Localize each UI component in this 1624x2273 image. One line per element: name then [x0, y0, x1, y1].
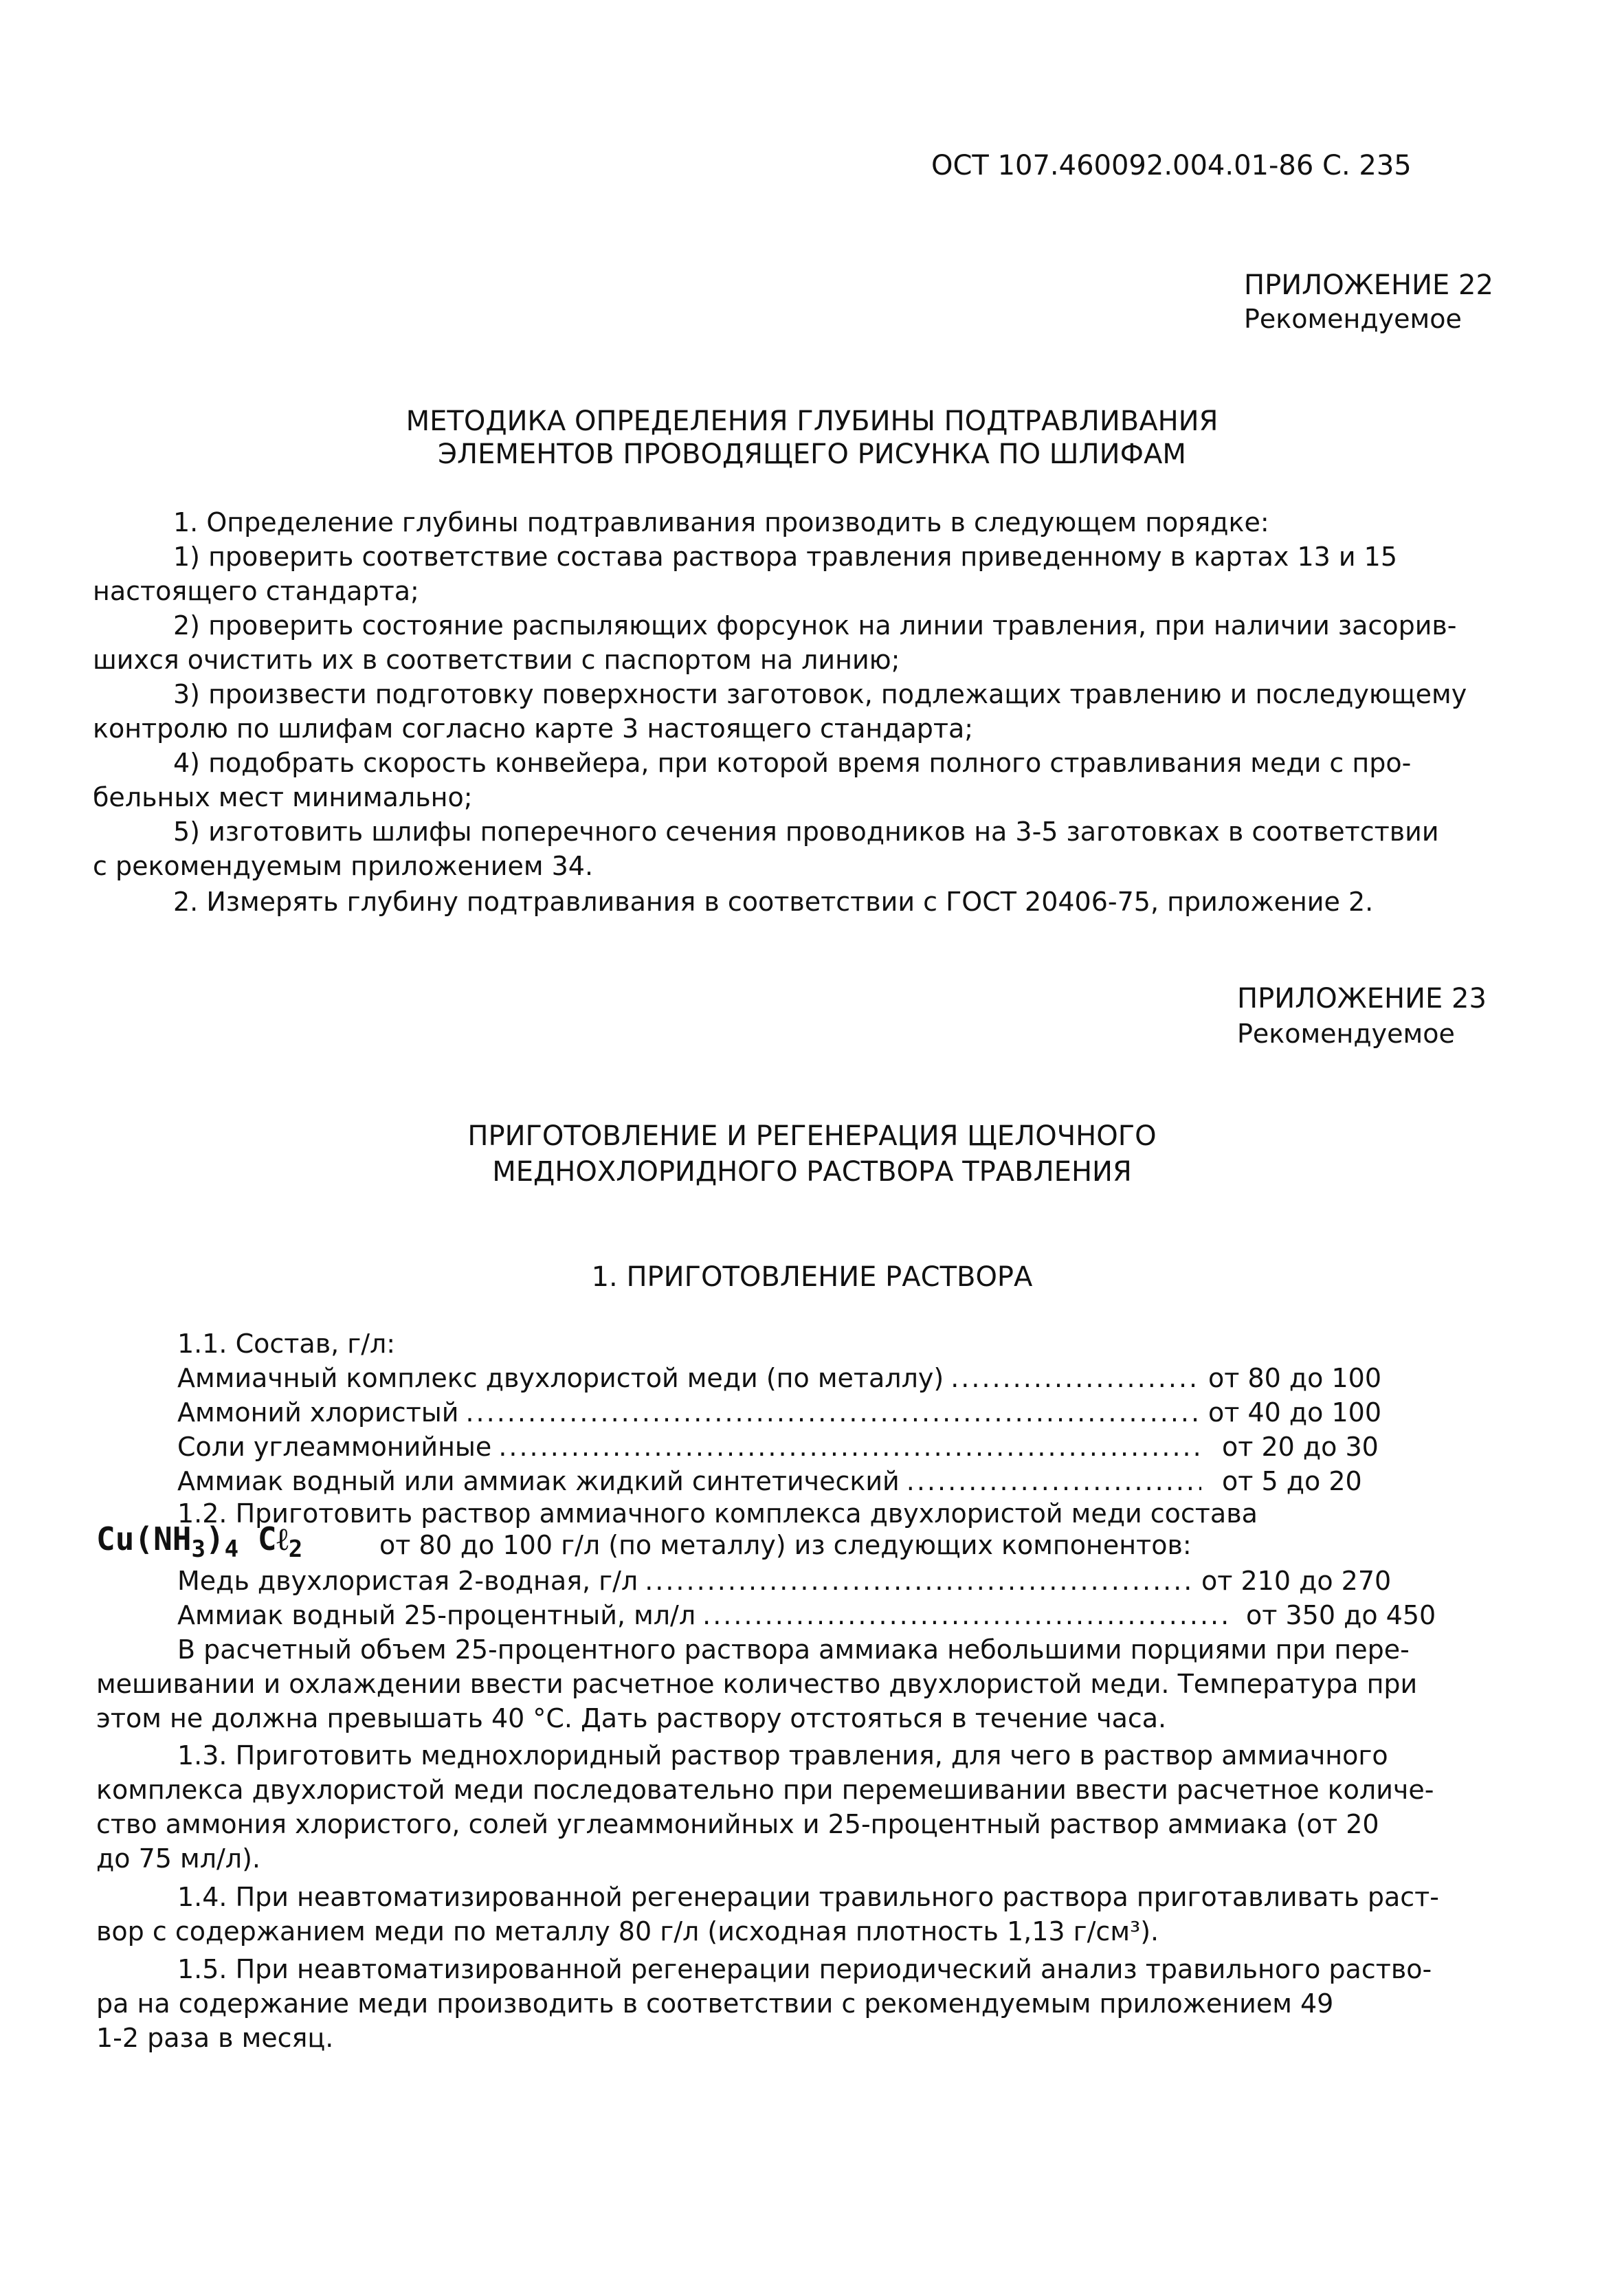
- appendix-22-label: ПРИЛОЖЕНИЕ 22: [1244, 269, 1493, 301]
- text-line: вор с содержанием меди по металлу 80 г/л (исходная плотность 1,13 г/см³).: [96, 1916, 1159, 1947]
- text-line: 1) проверить соответствие состава раствора травления приведенному в картах 13 и 15: [173, 542, 1398, 572]
- formula-subscript: 2: [288, 1535, 303, 1563]
- leader-dots: [702, 1600, 1232, 1630]
- text-line: комплекса двухлористой меди последовательно при перемешивании ввести расчетное количе-: [96, 1775, 1434, 1805]
- leader-dots: [906, 1466, 1201, 1496]
- chemical-formula: [96, 1520, 303, 1563]
- composition-name: Аммиак водный или аммиак жидкий синтетический: [177, 1466, 900, 1496]
- leader-dots: [498, 1432, 1201, 1462]
- text-line: 1.3. Приготовить меднохлоридный раствор травления, для чего в раствор аммиачного: [177, 1740, 1388, 1771]
- appendix-22-status: Рекомендуемое: [1244, 304, 1462, 334]
- component-name: Медь двухлористая 2-водная, г/л: [177, 1566, 638, 1596]
- text-line: до 75 мл/л).: [96, 1843, 260, 1874]
- leader-dots: [645, 1566, 1194, 1596]
- leader-dots: [950, 1363, 1201, 1393]
- text-line: 5) изготовить шлифы поперечного сечения проводников на 3-5 заготовках в соответствии: [173, 817, 1439, 847]
- text-line: 2) проверить состояние распыляющих форсунок на линии травления, при наличии засорив-: [173, 610, 1457, 641]
- text-line: контролю по шлифам согласно карте 3 настоящего стандарта;: [93, 713, 974, 744]
- section-1-title: 1. ПРИГОТОВЛЕНИЕ РАСТВОРА: [591, 1261, 1033, 1293]
- text-line: 1.4. При неавтоматизированной регенерации травильного раствора приготавливать раст-: [177, 1882, 1440, 1912]
- appendix-22-title-line1: МЕТОДИКА ОПРЕДЕЛЕНИЯ ГЛУБИНЫ ПОДТРАВЛИВАНИЯ: [405, 406, 1219, 437]
- text-line: шихся очистить их в соответствии с паспортом на линию;: [93, 645, 900, 675]
- composition-value: от 5 до 20: [1222, 1466, 1362, 1496]
- p12-line2: от 80 до 100 г/л (по металлу) из следующих компонентов:: [379, 1530, 1192, 1560]
- composition-value: от 40 до 100: [1208, 1397, 1382, 1428]
- text-line: 2. Измерять глубину подтравливания в соответствии с ГОСТ 20406-75, приложение 2.: [173, 887, 1374, 917]
- composition-heading: 1.1. Состав, г/л:: [177, 1329, 396, 1359]
- p12-line1: 1.2. Приготовить раствор аммиачного комплекса двухлористой меди состава: [177, 1498, 1258, 1529]
- component-row: [177, 1600, 1483, 1630]
- formula-subscript: 4: [224, 1535, 239, 1563]
- text-line: В расчетный объем 25-процентного раствора аммиака небольшими порциями при пере-: [177, 1634, 1410, 1665]
- appendix-23-title-line1: ПРИГОТОВЛЕНИЕ И РЕГЕНЕРАЦИЯ ЩЕЛОЧНОГО: [467, 1120, 1157, 1152]
- composition-row: [177, 1397, 1435, 1428]
- component-value: от 210 до 270: [1201, 1566, 1392, 1596]
- text-line: ство аммония хлористого, солей углеаммонийных и 25-процентный раствор аммиака (от 20: [96, 1809, 1379, 1839]
- composition-row: [177, 1432, 1435, 1462]
- appendix-23-status: Рекомендуемое: [1237, 1019, 1455, 1049]
- text-line: 1. Определение глубины подтравливания производить в следующем порядке:: [173, 507, 1269, 537]
- text-line: мешивании и охлаждении ввести расчетное количество двухлористой меди. Температура при: [96, 1669, 1418, 1699]
- appendix-23-label: ПРИЛОЖЕНИЕ 23: [1237, 983, 1487, 1014]
- appendix-22-title-line2: ЭЛЕМЕНТОВ ПРОВОДЯЩЕГО РИСУНКА ПО ШЛИФАМ: [438, 439, 1186, 470]
- leader-dots: [465, 1397, 1201, 1428]
- composition-row: [177, 1466, 1435, 1496]
- formula-subscript: 3: [191, 1535, 205, 1563]
- text-line: ра на содержание меди производить в соответствии с рекомендуемым приложением 49: [96, 1988, 1334, 2019]
- formula-part: Cu(NH: [96, 1520, 192, 1557]
- component-value: от 350 до 450: [1246, 1600, 1436, 1630]
- text-line: настоящего стандарта;: [93, 576, 419, 606]
- text-line: с рекомендуемым приложением 34.: [93, 851, 594, 881]
- composition-value: от 20 до 30: [1222, 1432, 1379, 1462]
- text-line: 3) произвести подготовку поверхности заготовок, подлежащих травлению и последующему: [173, 679, 1467, 709]
- component-row: [177, 1566, 1435, 1596]
- text-line: этом не должна превышать 40 °С. Дать раствору отстояться в течение часа.: [96, 1703, 1167, 1733]
- composition-name: Соли углеаммонийные: [177, 1432, 492, 1462]
- text-line: бельных мест минимально;: [93, 782, 473, 812]
- composition-name: Аммоний хлористый: [177, 1397, 459, 1428]
- document-reference: ОСТ 107.460092.004.01-86 С. 235: [931, 150, 1412, 181]
- composition-name: Аммиачный комплекс двухлористой меди (по металлу): [177, 1363, 944, 1393]
- composition-value: от 80 до 100: [1208, 1363, 1382, 1393]
- text-line: 1-2 раза в месяц.: [96, 2023, 334, 2053]
- formula-part: Cℓ: [238, 1520, 289, 1557]
- text-line: 1.5. При неавтоматизированной регенерации периодический анализ травильного раство-: [177, 1954, 1432, 1984]
- text-line: 4) подобрать скорость конвейера, при которой время полного стравливания меди с про-: [173, 748, 1412, 778]
- composition-row: [177, 1363, 1435, 1393]
- formula-part: ): [205, 1520, 225, 1557]
- appendix-23-title-line2: МЕДНОХЛОРИДНОГО РАСТВОРА ТРАВЛЕНИЯ: [492, 1156, 1132, 1188]
- component-name: Аммиак водный 25-процентный, мл/л: [177, 1600, 696, 1630]
